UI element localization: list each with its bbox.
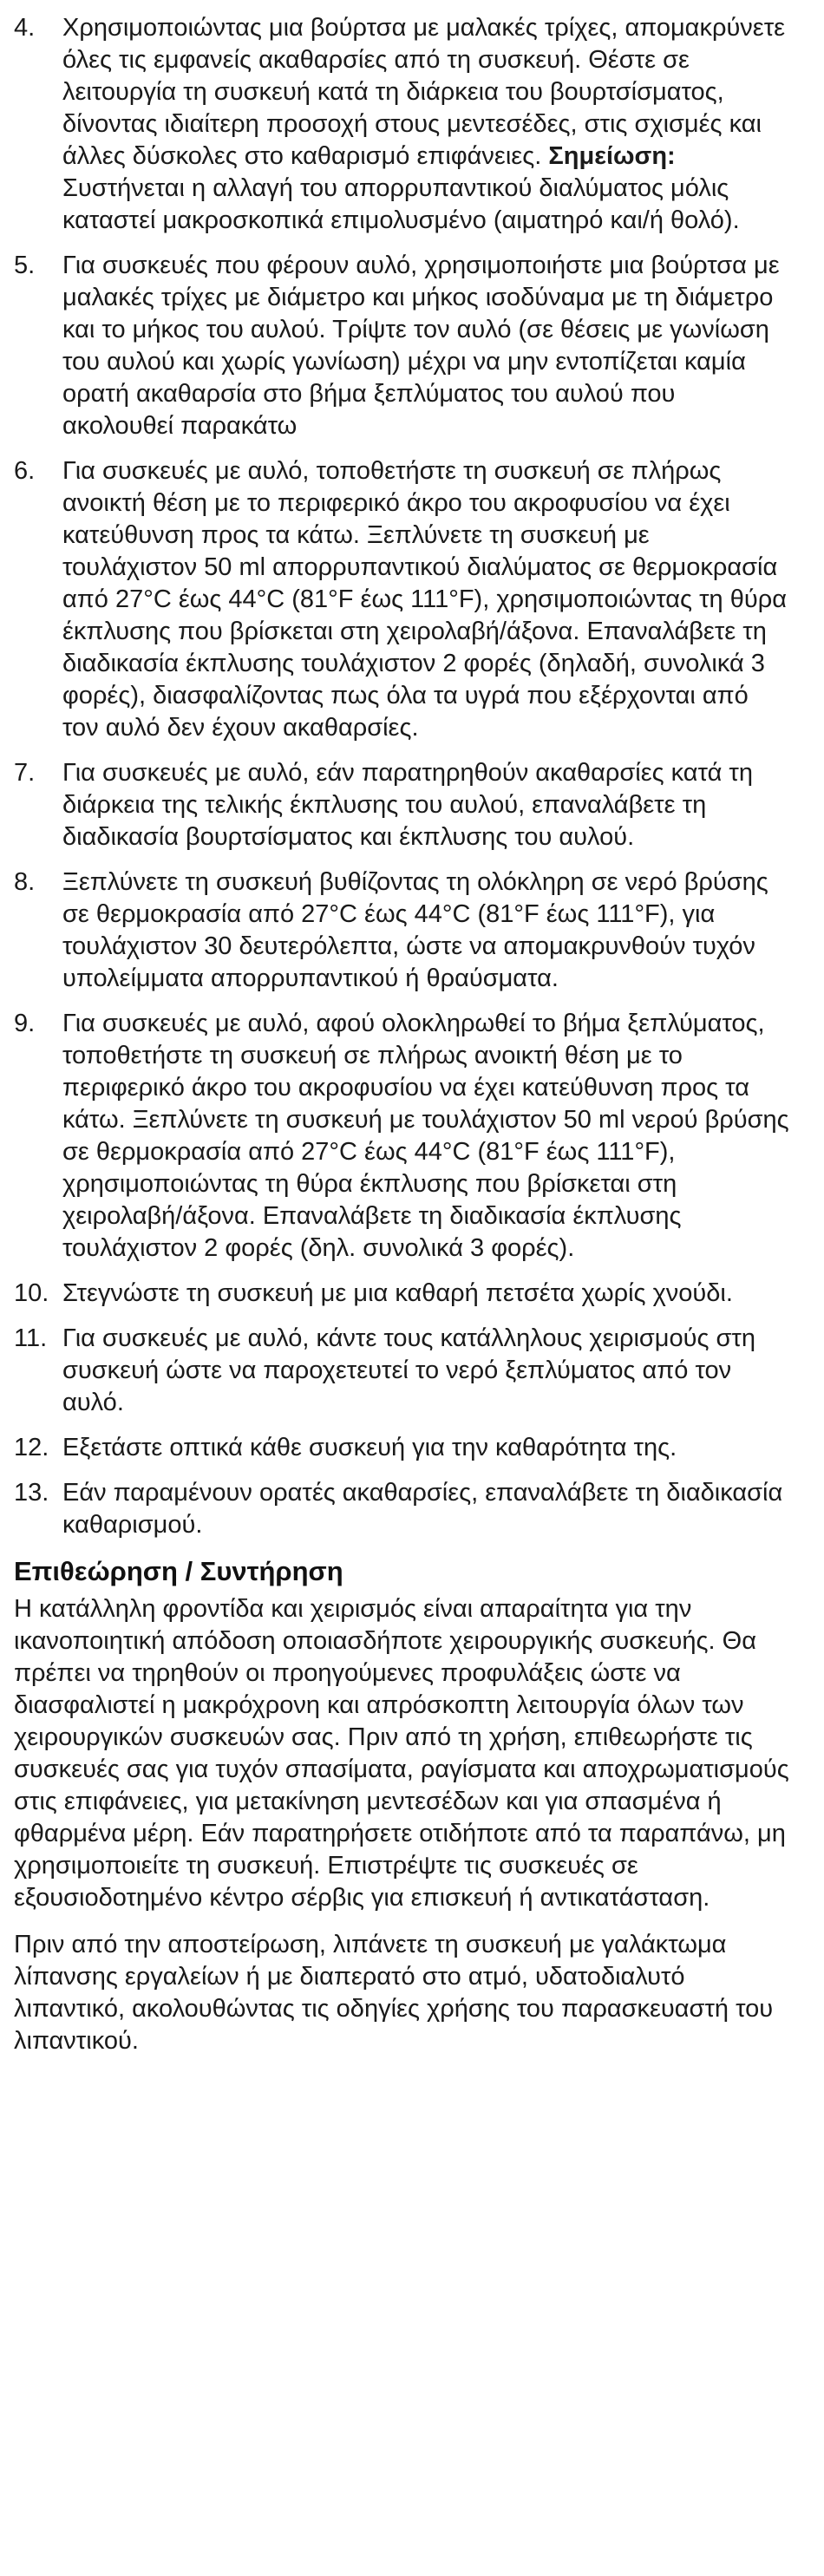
section-paragraph-1: Η κατάλληλη φροντίδα και χειρισμός είναι απαραίτητα για την ικανοποιητική απόδοση οποιασδήποτε χειρουργικής συσκευής. Θα πρέπει να τηρηθούν οι προηγούμενες προφυλάξεις ώστε να διασφαλιστεί η μακρόχρονη και απρόσκοπτη λειτουργία όλων των χειρουργικών συσκευών σας. Πριν από τη χρήση, επιθεωρήστε τις συσκευές σας για τυχόν σπασίματα, ραγίσματα και αποχρωματισμούς στις επιφάνειες, για μετακίνηση μεντεσέδων και για σπασμένα ή φθαρμένα μέρη. Εάν παρατηρήσετε οτιδήποτε από τα παραπάνω, μη χρησιμοποιείτε τη συσκευή. Επιστρέψτε τις συσκευές σε εξουσιοδοτημένο κέντρο σέρβις για επισκευή ή αντικατάσταση. — [14, 1595, 789, 1912]
step-number: 8. — [14, 868, 36, 896]
step-text: Στεγνώστε τη συσκευή με μια καθαρή πετσέτα χωρίς χνούδι. — [62, 1279, 733, 1307]
step-number: 12. — [14, 1434, 49, 1461]
step-number: 13. — [14, 1479, 49, 1507]
step-item-11 — [14, 1323, 789, 1419]
step-text: Εξετάστε οπτικά κάθε συσκευή για την καθαρότητα της. — [62, 1434, 677, 1461]
step-item-6 — [14, 455, 789, 744]
step-text: Για συσκευές με αυλό, αφού ολοκληρωθεί το βήμα ξεπλύματος, τοποθετήστε τη συσκευή σε πλήρως ανοικτή θέση με το περιφερικό άκρο του ακροφυσίου να έχει κατεύθυνση προς τα κάτω. Ξεπλύνετε τη συσκευή με τουλάχιστον 50 ml νερού βρύσης σε θερμοκρασία από 27°C έως 44°C (81°F έως 111°F), χρησιμοποιώντας τη θύρα έκπλυσης που βρίσκεται στη χειρολαβή/άξονα. Επαναλάβετε τη διαδικασία έκπλυσης τουλάχιστον 2 φορές (δηλ. συνολικά 3 φορές). — [62, 1010, 789, 1262]
step-number: 9. — [14, 1010, 36, 1037]
section-heading: Επιθεώρηση / Συντήρηση — [14, 1556, 343, 1586]
step-item-7 — [14, 757, 789, 853]
step-item-10 — [14, 1278, 789, 1310]
step-text: Ξεπλύνετε τη συσκευή βυθίζοντας τη ολόκληρη σε νερό βρύσης σε θερμοκρασία από 27°C έως 44°C (81°F έως 111°F), για τουλάχιστον 30 δευτερόλεπτα, ώστε να απομακρυνθούν τυχόν υπολείμματα απορρυπαντικού ή θραύσματα. — [62, 868, 768, 992]
step-number: 7. — [14, 759, 36, 787]
step-item-13 — [14, 1477, 789, 1541]
step-item-9 — [14, 1008, 789, 1265]
step-item-5 — [14, 250, 789, 442]
step-item-8 — [14, 866, 789, 995]
step-text: Για συσκευές με αυλό, τοποθετήστε τη συσκευή σε πλήρως ανοικτή θέση με το περιφερικό άκρο του ακροφυσίου να έχει κατεύθυνση προς τα κάτω. Ξεπλύνετε τη συσκευή με τουλάχιστον 50 ml απορρυπαντικού διαλύματος σε θερμοκρασία από 27°C έως 44°C (81°F έως 111°F), χρησιμοποιώντας τη θύρα έκπλυσης που βρίσκεται στη χειρολαβή/άξονα. Επαναλάβετε τη διαδικασία έκπλυσης τουλάχιστον 2 φορές (δηλαδή, συνολικά 3 φορές), διασφαλίζοντας πως όλα τα υγρά που εξέρχονται από τον αυλό δεν έχουν ακαθαρσίες. — [62, 457, 787, 742]
step-number: 10. — [14, 1279, 49, 1307]
step-number: 11. — [14, 1324, 48, 1352]
step-text — [62, 12, 789, 237]
step-number: 6. — [14, 457, 36, 485]
step-number: 5. — [14, 252, 36, 279]
step-text: Για συσκευές που φέρουν αυλό, χρησιμοποιήστε μια βούρτσα με μαλακές τρίχες με διάμετρο και μήκος ισοδύναμα με τη διάμετρο και το μήκος του αυλού. Τρίψτε τον αυλό (σε θέσεις με γωνίωση του αυλού και χωρίς γωνίωση) μέχρι να μην εντοπίζεται καμία ορατή ακαθαρσία στο βήμα ξεπλύματος του αυλού που ακολουθεί παρακάτω — [62, 252, 780, 440]
step-text: Για συσκευές με αυλό, κάντε τους κατάλληλους χειρισμούς στη συσκευή ώστε να παροχετευτεί το νερό ξεπλύματος από τον αυλό. — [62, 1324, 756, 1416]
cleaning-steps-list — [14, 12, 789, 1541]
step-item-4 — [14, 12, 789, 237]
note-text: Συστήνεται η αλλαγή του απορρυπαντικού διαλύματος μόλις καταστεί μακροσκοπικά επιμολυσμένο (αιματηρό και/ή θολό). — [62, 174, 740, 234]
step-body: Χρησιμοποιώντας μια βούρτσα με μαλακές τρίχες, απομακρύνετε όλες τις εμφανείς ακαθαρσίες από τη συσκευή. Θέστε σε λειτουργία τη συσκευή κατά τη διάρκεια του βουρτσίσματος, δίνοντας ιδιαίτερη προσοχή στους μεντεσέδες, στις σχισμές και άλλες δύσκολες στο καθαρισμό επιφάνειες. — [62, 14, 786, 170]
step-text: Εάν παραμένουν ορατές ακαθαρσίες, επαναλάβετε τη διαδικασία καθαρισμού. — [62, 1479, 783, 1539]
step-number: 4. — [14, 14, 36, 42]
step-text: Για συσκευές με αυλό, εάν παρατηρηθούν ακαθαρσίες κατά τη διάρκεια της τελικής έκπλυσης του αυλού, επαναλάβετε τη διαδικασία βουρτσίσματος και έκπλυσης του αυλού. — [62, 759, 754, 851]
step-item-12 — [14, 1432, 789, 1464]
note-label: Σημείωση: — [548, 142, 676, 170]
section-paragraph-2: Πριν από την αποστείρωση, λιπάνετε τη συσκευή με γαλάκτωμα λίπανσης εργαλείων ή με διαπερατό στο ατμό, υδατοδιαλυτό λιπαντικό, ακολουθώντας τις οδηγίες χρήσης του παρασκευαστή του λιπαντικού. — [14, 1931, 774, 2055]
